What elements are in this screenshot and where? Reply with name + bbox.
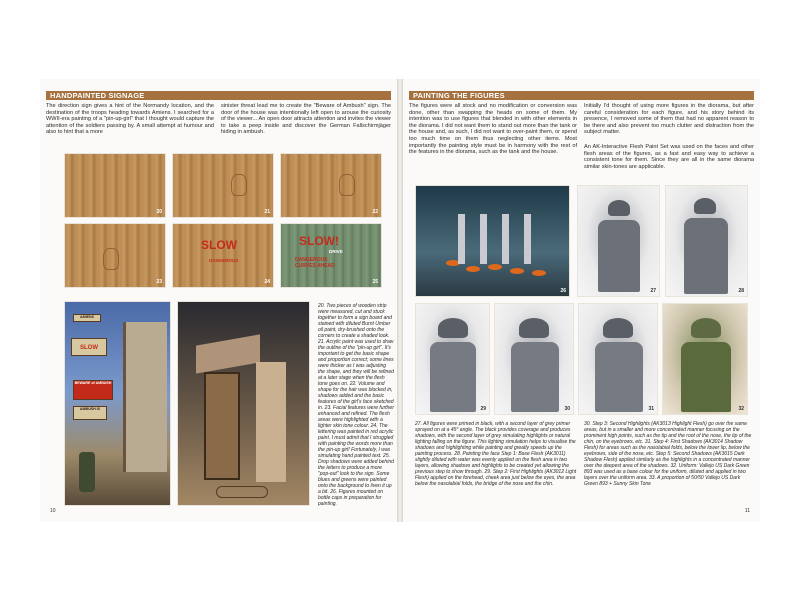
sign-slow: SLOW: [71, 338, 107, 356]
section-header-bar: [46, 91, 391, 100]
left-page: [40, 79, 397, 522]
roof-beam: [196, 334, 260, 373]
photo-sign-step-22: [280, 153, 382, 218]
body-text-column-1: The direction sign gives a hint of the Normandy location, and the destination of the troops heading towards Amiens. I searched for a WWII-era painting of a "pin-up-girl" that I thought would capture the attention of the soldiers passing by. A small attempt at humour and also to hint that a more: [46, 103, 214, 136]
photo-number: 28: [738, 288, 744, 294]
pinup-outline: [231, 174, 247, 196]
photo-sign-step-21: [172, 153, 274, 218]
helmet: [691, 318, 721, 338]
photo-figure-primed-front: [577, 185, 660, 297]
stone-wall: [256, 362, 286, 482]
house-wall: [123, 322, 167, 472]
right-page: [403, 79, 760, 522]
photo-sign-step-23: [64, 223, 166, 288]
photo-number: 27: [650, 288, 656, 294]
body-text-column-1: The figures were all stock and no modification or conversion was done, other than swapping the heads on some of them. My intention was to use figures that blended in with other elements in the diorama. I did not want them to stand out more than the tank or the house and, as such, I did not want to over-paint them, or spend too much time on them thus neglecting other items. Most importantly the painting style must be in harmony with the rest of the features in the diorama, such as the tank and the house.: [409, 103, 577, 156]
helmet: [694, 198, 716, 214]
photo-number: 22: [372, 209, 378, 215]
photo-face-step-30: [494, 303, 574, 415]
open-door: [204, 372, 240, 480]
sign-text-curves: DANGEROUS CURVES AHEAD: [295, 257, 335, 269]
body-text-column-2a: Initially I'd thought of using more figures in the diorama, but after careful consideration for each figure, and his story behind its presence, I removed some of them that had no apparent reason to be there and also prevent too much clutter and distraction from the subject matter.: [584, 103, 754, 136]
photo-sign-step-20: [64, 153, 166, 218]
photo-captions-left: 27. All figures were primed in black, with a second layer of grey primer sprayed on at a 45° angle. The black provides coverage and produces shadows, with the second layer of grey simulating highlights or natural lighting falling on the figure. This lighting simulation helps to visualise the shadows and highlighting while painting and greatly speeds up the painting process. 28. Painting the face Step 1: Base Flesh (AK3011) slightly diluted with water was evenly applied on the flesh area in two layers, allowing shadows and highlights to be created yet allowing the previous step to show through. 29. Step 2: First Highlights (AK3012 Light Flesh) applied on the forehead, cheek area just below the eyes, the area below the nasolabial folds, the bridge of the nose and the chin.: [415, 421, 577, 487]
bottle-cap: [488, 264, 502, 270]
photo-number: 31: [648, 406, 654, 412]
figure-body: [684, 218, 728, 294]
sign-text-drive: DRIVE: [329, 249, 343, 254]
bottle-cap: [510, 268, 524, 274]
pinup-outline: [339, 174, 355, 196]
page-number: 11: [744, 508, 750, 514]
body-text-column-2b: An AK-Interactive Flesh Paint Set was used on the faces and other flesh areas of the figures, as a fast and easy way to achieve a consistent tone for them. Since they are all in the same diorama similar skin-tones are applicable.: [584, 144, 754, 170]
photo-number: 32: [738, 406, 744, 412]
sign-text-dangerous: DANGEROUS: [209, 258, 239, 263]
cart-wheel: [216, 486, 268, 498]
primed-figures: [448, 214, 544, 264]
photo-figures-on-caps: [415, 185, 570, 297]
photo-captions-right: 30. Step 3: Second Highlights (AK3013 Highlight Flesh) go over the same areas, but in a smaller and more concentrated manner focusing on the prominent high points, such as the tip and the root of the nose, the tip of the chin, on the eyebrows, etc. 31. Step 4: First Shadows (AK3014 Shadow Flesh) for areas such as the nasolabial folds, below the lower lip, below the eyebrows, side of the nose, etc. Step 5: Second Shadows (AK3015 Dark Shadow Flesh) applied similarly as the highlights in a concentrated manner over the deepest area of the shadows. 32. Uniform: Vallejo US Dark Green 893 was used as a base colour for the uniform, diluted and applied in two layers over the uniform area. 33. A proportion of 50/50 Vallejo US Dark Green 893 + Sunny Skin Tone: [584, 421, 752, 487]
photo-number: 23: [156, 279, 162, 285]
sign-beware-of-ambush: BEWARE of AMBUSH: [73, 380, 113, 400]
figure-body: [511, 342, 559, 412]
photo-diorama-signpost: [64, 301, 171, 506]
photo-number: 30: [564, 406, 570, 412]
bottle-cap: [466, 266, 480, 272]
photo-uniform-green: [662, 303, 748, 415]
photo-sign-step-25: [280, 223, 382, 288]
photo-diorama-doorway: [177, 301, 310, 506]
pinup-outline: [103, 248, 119, 270]
section-title: PAINTING THE FIGURES: [413, 91, 505, 100]
photo-face-step-29: [415, 303, 490, 415]
photo-number: 21: [264, 209, 270, 215]
helmet: [519, 318, 549, 338]
photo-number: 24: [264, 279, 270, 285]
figure-body: [430, 342, 476, 412]
bottle-cap: [532, 270, 546, 276]
helmet: [608, 200, 630, 216]
helmet: [438, 318, 468, 338]
section-title: HANDPAINTED SIGNAGE: [50, 91, 145, 100]
figure-body: [681, 342, 731, 412]
photo-number: 20: [156, 209, 162, 215]
magazine-spread: [40, 79, 760, 522]
body-text-column-2: sinister threat lead me to create the "Beware of Ambush" sign. The door of the house was intentionally left open to arouse the curiosity of the viewer... An open door attracts attention and invites the viewer to take a peep inside and discover the German Fallschirmjäger hiding in ambush.: [221, 103, 391, 136]
photo-number: 26: [560, 288, 566, 294]
section-header-bar: [409, 91, 754, 100]
figure-body: [598, 220, 640, 292]
photo-face-step-31: [578, 303, 658, 415]
sign-amiens: AMIENS: [73, 314, 101, 322]
photo-sign-step-24: [172, 223, 274, 288]
photo-captions: 20. Two pieces of wooden strip were measured, cut and stuck together to form a sign board and stained with diluted Burnt Umber oil paint, dry-brushed onto the corners to create a shaded look. 21. Acrylic paint was used to draw the outline of the "pin-up girl". It's important to get the basic shape and proportion correct; some lines were thicker as I was adjusting the shape, and they will be refined at a later stage when the flesh tone goes on. 22. Volume and shape for the hair was blocked in, shadows added and the basic features of the girl's face sketched in. 23. Facial features were further enhanced and refined. The flesh areas were highlighted with a lighter skin tone colour. 24. The lettering was painted in red acrylic paint. I must admit that I struggled with painting the words more than the pin-up girl! Fortunately, I was simulating hand painted text. 25. Drop shadows were added behind the letters to produce a more "pop-out" look to the sign. Some blues and greens were painted onto the background to liven it up a bit. 26. Figures mounted on bottle caps in preparation for painting.: [318, 303, 394, 507]
photo-figure-primed-side: [665, 185, 748, 297]
soldier-figure: [79, 452, 95, 492]
photo-number: 29: [480, 406, 486, 412]
figure-body: [595, 342, 643, 412]
sign-text-slow: SLOW: [201, 238, 237, 252]
helmet: [603, 318, 633, 338]
photo-number: 25: [372, 279, 378, 285]
sign-text-slow2: SLOW!: [299, 234, 339, 248]
page-number: 10: [50, 508, 56, 514]
sign-ambush-is: AMBUSH IS: [73, 406, 107, 420]
